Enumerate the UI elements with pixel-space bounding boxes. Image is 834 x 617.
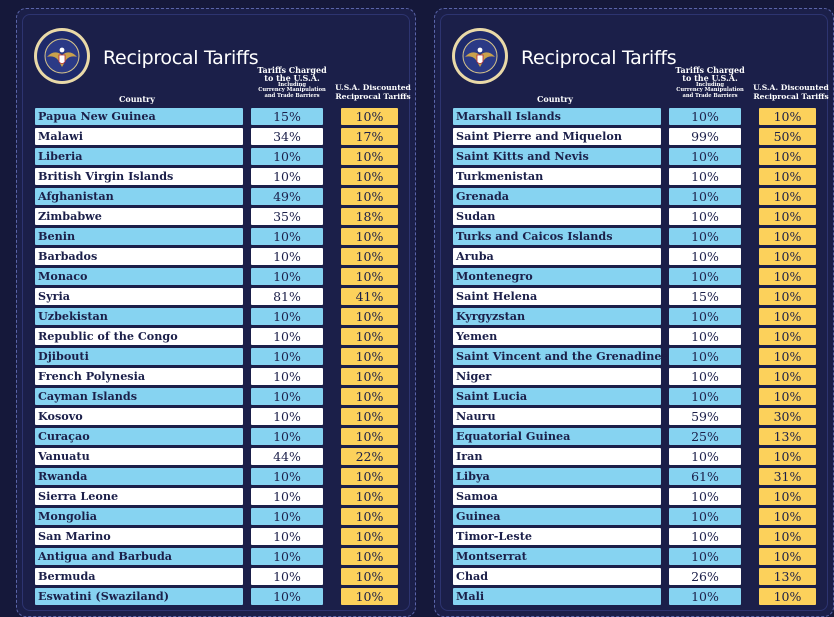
discounted-tariff-cell: 18%: [341, 208, 398, 225]
tariff-charged-cell: 10%: [669, 588, 741, 605]
country-cell: Kyrgyzstan: [453, 308, 661, 325]
header-text: Currency Manipulation: [676, 87, 744, 94]
discounted-tariff-cell: 10%: [341, 188, 398, 205]
discounted-tariff-cell: 10%: [759, 548, 816, 565]
header-text: Currency Manipulation: [258, 87, 326, 94]
discounted-tariff-cell: 10%: [759, 288, 816, 305]
discounted-tariff-cell: 10%: [759, 308, 816, 325]
discounted-tariff-cell: 10%: [759, 208, 816, 225]
tariff-charged-cell: 99%: [669, 128, 741, 145]
discounted-tariff-cell: 50%: [759, 128, 816, 145]
discounted-tariff-cell: 10%: [341, 268, 398, 285]
tariff-charged-cell: 10%: [669, 188, 741, 205]
tariff-charged-cell: 10%: [251, 268, 323, 285]
tariff-charged-cell: 10%: [669, 248, 741, 265]
discounted-tariff-cell: 10%: [759, 188, 816, 205]
country-cell: Rwanda: [35, 468, 243, 485]
discounted-tariff-cell: 10%: [341, 388, 398, 405]
discounted-tariff-cell: 10%: [759, 588, 816, 605]
country-cell: Chad: [453, 568, 661, 585]
tariff-panel-right: [434, 8, 834, 617]
tariff-charged-cell: 10%: [251, 168, 323, 185]
discounted-tariff-cell: 10%: [759, 488, 816, 505]
discounted-tariff-cell: 10%: [759, 168, 816, 185]
header-tariffs-charged: [671, 66, 749, 99]
country-cell: Guinea: [453, 508, 661, 525]
country-cell: Saint Pierre and Miquelon: [453, 128, 661, 145]
tariff-charged-cell: 10%: [669, 308, 741, 325]
country-cell: Grenada: [453, 188, 661, 205]
discounted-tariff-cell: 10%: [759, 248, 816, 265]
country-cell: Turks and Caicos Islands: [453, 228, 661, 245]
discounted-tariff-cell: 10%: [341, 348, 398, 365]
discounted-tariff-cell: 10%: [341, 548, 398, 565]
header-tariffs-charged: [253, 66, 331, 99]
tariff-charged-cell: 10%: [251, 528, 323, 545]
tariff-charged-cell: 10%: [669, 508, 741, 525]
header-discounted: [335, 84, 411, 101]
header-text: to the U.S.A.: [682, 73, 738, 84]
discounted-tariff-cell: 10%: [759, 228, 816, 245]
country-cell: Aruba: [453, 248, 661, 265]
tariff-charged-cell: 25%: [669, 428, 741, 445]
tariff-charged-cell: 10%: [669, 208, 741, 225]
discounted-tariff-cell: 10%: [341, 428, 398, 445]
tariff-charged-cell: 10%: [669, 148, 741, 165]
country-cell: Niger: [453, 368, 661, 385]
country-cell: Samoa: [453, 488, 661, 505]
country-cell: Mongolia: [35, 508, 243, 525]
country-cell: San Marino: [35, 528, 243, 545]
country-cell: Monaco: [35, 268, 243, 285]
country-cell: Benin: [35, 228, 243, 245]
header-country: Country: [119, 94, 155, 104]
presidential-seal-icon: [451, 27, 509, 85]
country-cell: Kosovo: [35, 408, 243, 425]
country-cell: Sudan: [453, 208, 661, 225]
tariff-charged-cell: 15%: [251, 108, 323, 125]
header-text: Reciprocal Tariffs: [335, 91, 411, 101]
country-cell: Republic of the Congo: [35, 328, 243, 345]
discounted-tariff-cell: 13%: [759, 428, 816, 445]
country-cell: Cayman Islands: [35, 388, 243, 405]
header-text: Including: [695, 81, 725, 88]
tariff-charged-cell: 10%: [251, 308, 323, 325]
country-cell: Zimbabwe: [35, 208, 243, 225]
discounted-tariff-cell: 10%: [341, 308, 398, 325]
tariff-charged-cell: 10%: [251, 488, 323, 505]
tariff-charged-cell: 26%: [669, 568, 741, 585]
country-cell: Papua New Guinea: [35, 108, 243, 125]
tariff-charged-cell: 10%: [669, 348, 741, 365]
discounted-tariff-cell: 10%: [341, 588, 398, 605]
tariff-charged-cell: 10%: [251, 428, 323, 445]
tariff-charged-cell: 10%: [251, 328, 323, 345]
tariff-charged-cell: 35%: [251, 208, 323, 225]
discounted-tariff-cell: 10%: [759, 328, 816, 345]
country-cell: Montenegro: [453, 268, 661, 285]
country-cell: Saint Vincent and the Grenadines: [453, 348, 661, 365]
discounted-tariff-cell: 30%: [759, 408, 816, 425]
tariff-charged-cell: 10%: [669, 528, 741, 545]
panel-title: Reciprocal Tariffs: [521, 47, 677, 69]
country-cell: Saint Lucia: [453, 388, 661, 405]
discounted-tariff-cell: 10%: [759, 348, 816, 365]
country-cell: Liberia: [35, 148, 243, 165]
header-text: Including: [277, 81, 307, 88]
discounted-tariff-cell: 10%: [759, 368, 816, 385]
country-cell: Vanuatu: [35, 448, 243, 465]
country-cell: Antigua and Barbuda: [35, 548, 243, 565]
discounted-tariff-cell: 10%: [341, 168, 398, 185]
discounted-tariff-cell: 10%: [341, 408, 398, 425]
discounted-tariff-cell: 10%: [341, 148, 398, 165]
presidential-seal-icon: [33, 27, 91, 85]
country-cell: Libya: [453, 468, 661, 485]
discounted-tariff-cell: 10%: [759, 388, 816, 405]
country-cell: Montserrat: [453, 548, 661, 565]
country-cell: Syria: [35, 288, 243, 305]
country-cell: Malawi: [35, 128, 243, 145]
tariff-charged-cell: 10%: [251, 348, 323, 365]
tariff-charged-cell: 10%: [669, 448, 741, 465]
header-text: and Trade Barriers: [682, 92, 738, 99]
tariff-charged-cell: 10%: [251, 388, 323, 405]
header-text: Tariffs Charged: [675, 65, 745, 75]
country-cell: Yemen: [453, 328, 661, 345]
tariff-charged-cell: 10%: [251, 248, 323, 265]
tariff-charged-cell: 10%: [251, 148, 323, 165]
country-cell: Saint Kitts and Nevis: [453, 148, 661, 165]
country-cell: Marshall Islands: [453, 108, 661, 125]
discounted-tariff-cell: 10%: [759, 268, 816, 285]
discounted-tariff-cell: 22%: [341, 448, 398, 465]
tariff-charged-cell: 10%: [669, 228, 741, 245]
country-cell: Nauru: [453, 408, 661, 425]
discounted-tariff-cell: 10%: [759, 448, 816, 465]
country-cell: Uzbekistan: [35, 308, 243, 325]
country-cell: Eswatini (Swaziland): [35, 588, 243, 605]
discounted-tariff-cell: 10%: [759, 148, 816, 165]
discounted-tariff-cell: 10%: [341, 468, 398, 485]
discounted-tariff-cell: 41%: [341, 288, 398, 305]
discounted-tariff-cell: 13%: [759, 568, 816, 585]
tariff-charged-cell: 34%: [251, 128, 323, 145]
tariff-charged-cell: 10%: [669, 548, 741, 565]
tariff-charged-cell: 10%: [251, 368, 323, 385]
tariff-charged-cell: 10%: [669, 388, 741, 405]
tariff-charged-cell: 10%: [251, 548, 323, 565]
tariff-charged-cell: 10%: [251, 468, 323, 485]
tariff-charged-cell: 10%: [669, 368, 741, 385]
header-text: and Trade Barriers: [264, 92, 320, 99]
country-cell: Djibouti: [35, 348, 243, 365]
discounted-tariff-cell: 10%: [341, 108, 398, 125]
header-text: Reciprocal Tariffs: [753, 91, 829, 101]
country-cell: Bermuda: [35, 568, 243, 585]
country-cell: British Virgin Islands: [35, 168, 243, 185]
tariff-charged-cell: 10%: [251, 408, 323, 425]
tariff-charged-cell: 59%: [669, 408, 741, 425]
tariff-charged-cell: 10%: [669, 108, 741, 125]
country-cell: Mali: [453, 588, 661, 605]
country-cell: Saint Helena: [453, 288, 661, 305]
discounted-tariff-cell: 10%: [341, 228, 398, 245]
country-cell: French Polynesia: [35, 368, 243, 385]
tariff-charged-cell: 10%: [669, 168, 741, 185]
country-cell: Timor-Leste: [453, 528, 661, 545]
tariff-charged-cell: 10%: [251, 568, 323, 585]
country-cell: Equatorial Guinea: [453, 428, 661, 445]
header-country: Country: [537, 94, 573, 104]
discounted-tariff-cell: 10%: [341, 528, 398, 545]
discounted-tariff-cell: 10%: [341, 248, 398, 265]
country-cell: Sierra Leone: [35, 488, 243, 505]
tariff-charged-cell: 10%: [669, 268, 741, 285]
tariff-charged-cell: 49%: [251, 188, 323, 205]
discounted-tariff-cell: 17%: [341, 128, 398, 145]
tariff-charged-cell: 10%: [669, 328, 741, 345]
discounted-tariff-cell: 10%: [759, 508, 816, 525]
country-cell: Turkmenistan: [453, 168, 661, 185]
tariff-charged-cell: 81%: [251, 288, 323, 305]
tariff-charged-cell: 44%: [251, 448, 323, 465]
header-text: to the U.S.A.: [264, 73, 320, 84]
discounted-tariff-cell: 10%: [341, 328, 398, 345]
country-cell: Afghanistan: [35, 188, 243, 205]
discounted-tariff-cell: 10%: [759, 528, 816, 545]
header-text: U.S.A. Discounted: [335, 83, 411, 92]
tariff-charged-cell: 61%: [669, 468, 741, 485]
tariff-charged-cell: 10%: [251, 588, 323, 605]
discounted-tariff-cell: 31%: [759, 468, 816, 485]
tariff-charged-cell: 15%: [669, 288, 741, 305]
discounted-tariff-cell: 10%: [759, 108, 816, 125]
tariff-charged-cell: 10%: [669, 488, 741, 505]
tariff-panel-left: [16, 8, 416, 617]
tariff-charged-cell: 10%: [251, 228, 323, 245]
panel-title: Reciprocal Tariffs: [103, 47, 259, 69]
header-discounted: [753, 84, 829, 101]
country-cell: Curaçao: [35, 428, 243, 445]
discounted-tariff-cell: 10%: [341, 568, 398, 585]
discounted-tariff-cell: 10%: [341, 368, 398, 385]
tariff-charged-cell: 10%: [251, 508, 323, 525]
discounted-tariff-cell: 10%: [341, 508, 398, 525]
discounted-tariff-cell: 10%: [341, 488, 398, 505]
header-text: Tariffs Charged: [257, 65, 327, 75]
country-cell: Iran: [453, 448, 661, 465]
header-text: U.S.A. Discounted: [753, 83, 829, 92]
country-cell: Barbados: [35, 248, 243, 265]
